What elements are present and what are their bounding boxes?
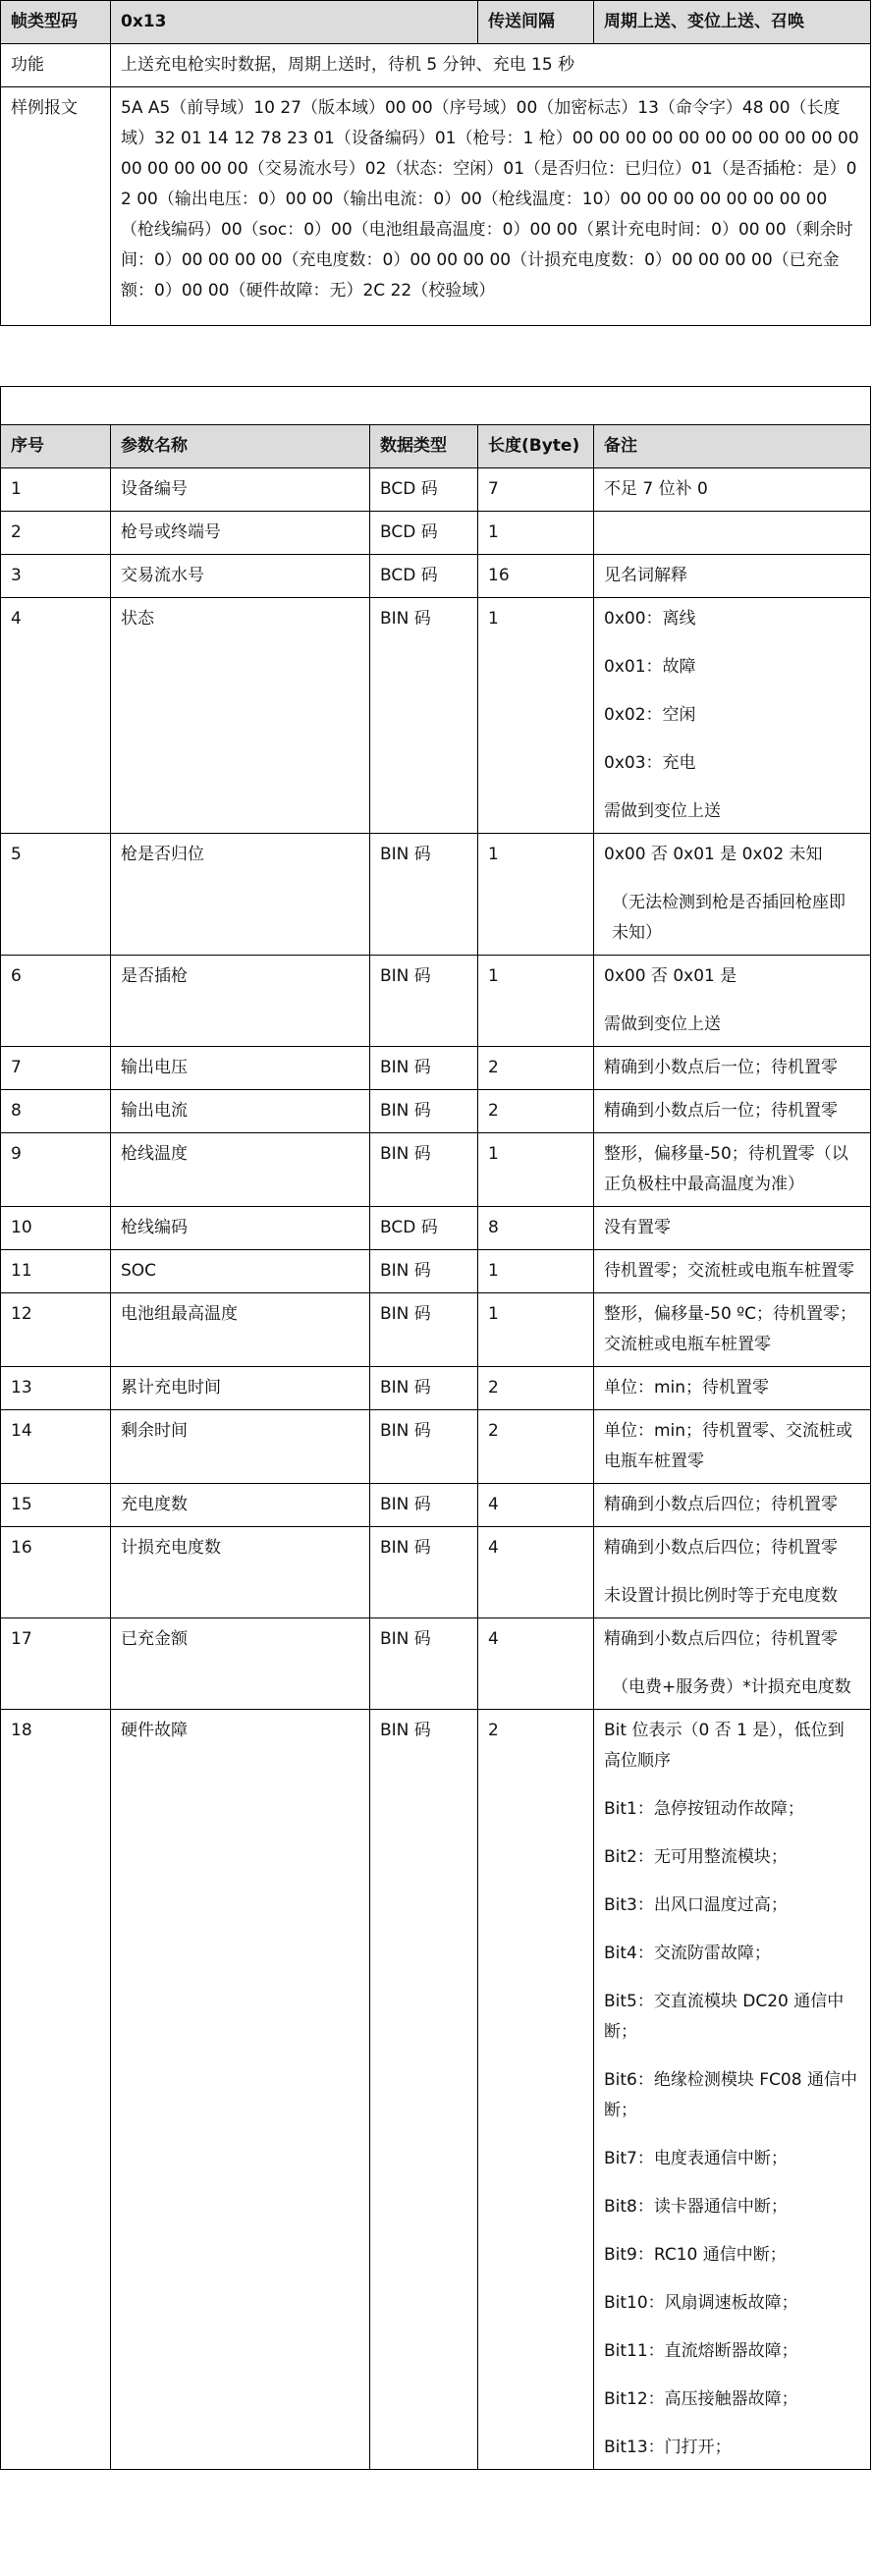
param-note bbox=[594, 1410, 871, 1484]
param-name: 输出电流 bbox=[111, 1090, 370, 1133]
note-line: 精确到小数点后一位；待机置零 bbox=[604, 1058, 838, 1077]
note-line: 整形，偏移量-50 ºC；待机置零；交流桩或电瓶车桩置零 bbox=[604, 1304, 857, 1354]
param-type: BCD 码 bbox=[370, 512, 478, 555]
param-name: 枪是否归位 bbox=[111, 834, 370, 956]
param-length: 2 bbox=[478, 1090, 594, 1133]
param-note bbox=[594, 1133, 871, 1207]
param-seq: 15 bbox=[1, 1484, 111, 1527]
note-line: 没有置零 bbox=[604, 1218, 671, 1237]
param-seq: 16 bbox=[1, 1527, 111, 1618]
param-name: 是否插枪 bbox=[111, 956, 370, 1047]
param-name: 硬件故障 bbox=[111, 1710, 370, 2470]
param-name: 电池组最高温度 bbox=[111, 1293, 370, 1367]
note-line: Bit1：急停按钮动作故障； bbox=[604, 1799, 804, 1819]
param-seq: 4 bbox=[1, 598, 111, 834]
note-line: 见名词解释 bbox=[604, 566, 687, 585]
note-line: Bit10：风扇调速板故障； bbox=[604, 2293, 798, 2313]
note-line: Bit12：高压接触器故障； bbox=[604, 2389, 798, 2409]
param-type: BIN 码 bbox=[370, 1710, 478, 2470]
param-note bbox=[594, 1090, 871, 1133]
note-line: Bit13：门打开； bbox=[604, 2438, 732, 2457]
param-name: 已充金额 bbox=[111, 1618, 370, 1710]
param-note bbox=[594, 1710, 871, 2470]
interval-value: 周期上送、变位上送、召唤 bbox=[594, 1, 871, 44]
note-line: Bit6：绝缘检测模块 FC08 通信中断； bbox=[604, 2070, 857, 2120]
note-line: 0x00 否 0x01 是 bbox=[604, 966, 737, 986]
param-seq: 17 bbox=[1, 1618, 111, 1710]
note-line: 不足 7 位补 0 bbox=[604, 479, 708, 499]
param-length: 2 bbox=[478, 1047, 594, 1090]
note-line: 未设置计损比例时等于充电度数 bbox=[604, 1586, 838, 1606]
note-line: 待机置零；交流桩或电瓶车桩置零 bbox=[604, 1261, 854, 1281]
param-seq: 11 bbox=[1, 1250, 111, 1293]
param-name: 枪号或终端号 bbox=[111, 512, 370, 555]
param-name: 计损充电度数 bbox=[111, 1527, 370, 1618]
note-line: 0x00：离线 bbox=[604, 609, 696, 629]
table-row bbox=[1, 1410, 871, 1484]
param-type: BCD 码 bbox=[370, 468, 478, 512]
param-length: 8 bbox=[478, 1207, 594, 1250]
param-header-row bbox=[1, 425, 871, 468]
note-line: 精确到小数点后四位；待机置零 bbox=[604, 1495, 838, 1514]
param-seq: 2 bbox=[1, 512, 111, 555]
note-line: 精确到小数点后四位；待机置零 bbox=[604, 1538, 838, 1558]
param-seq: 12 bbox=[1, 1293, 111, 1367]
param-seq: 9 bbox=[1, 1133, 111, 1207]
param-type: BIN 码 bbox=[370, 1293, 478, 1367]
note-line: Bit8：读卡器通信中断； bbox=[604, 2197, 788, 2217]
param-type: BIN 码 bbox=[370, 1527, 478, 1618]
param-seq: 3 bbox=[1, 555, 111, 598]
table-row bbox=[1, 512, 871, 555]
table-row bbox=[1, 956, 871, 1047]
param-type: BIN 码 bbox=[370, 1047, 478, 1090]
note-line: 整形，偏移量-50；待机置零（以正负极柱中最高温度为准） bbox=[604, 1144, 848, 1194]
note-line: 需做到变位上送 bbox=[604, 1014, 721, 1034]
table-row bbox=[1, 834, 871, 956]
note-line: 需做到变位上送 bbox=[604, 801, 721, 821]
frame-code-label: 帧类型码 bbox=[1, 1, 111, 44]
param-length: 2 bbox=[478, 1367, 594, 1410]
table-row bbox=[1, 1484, 871, 1527]
param-note bbox=[594, 1250, 871, 1293]
param-name: 设备编号 bbox=[111, 468, 370, 512]
param-type: BCD 码 bbox=[370, 555, 478, 598]
param-note bbox=[594, 512, 871, 555]
param-type: BIN 码 bbox=[370, 1484, 478, 1527]
sample-row bbox=[1, 87, 871, 326]
param-length: 1 bbox=[478, 1250, 594, 1293]
param-note bbox=[594, 1484, 871, 1527]
header-length: 长度(Byte) bbox=[478, 425, 594, 468]
table-row bbox=[1, 555, 871, 598]
param-name: 充电度数 bbox=[111, 1484, 370, 1527]
param-note bbox=[594, 956, 871, 1047]
table-row bbox=[1, 1047, 871, 1090]
param-name: 交易流水号 bbox=[111, 555, 370, 598]
param-type: BIN 码 bbox=[370, 1133, 478, 1207]
spacer-cell bbox=[1, 387, 871, 425]
param-type: BIN 码 bbox=[370, 834, 478, 956]
param-length: 2 bbox=[478, 1410, 594, 1484]
param-length: 7 bbox=[478, 468, 594, 512]
table-row bbox=[1, 1618, 871, 1710]
param-length: 1 bbox=[478, 598, 594, 834]
note-line: Bit11：直流熔断器故障； bbox=[604, 2341, 798, 2361]
param-seq: 5 bbox=[1, 834, 111, 956]
table-row bbox=[1, 1207, 871, 1250]
note-line: Bit2：无可用整流模块； bbox=[604, 1847, 788, 1867]
header-note: 备注 bbox=[594, 425, 871, 468]
param-length: 1 bbox=[478, 834, 594, 956]
param-type: BIN 码 bbox=[370, 1250, 478, 1293]
spacer-row bbox=[1, 387, 871, 425]
note-line: Bit3：出风口温度过高； bbox=[604, 1895, 788, 1915]
frame-header-row bbox=[1, 1, 871, 44]
note-line: 精确到小数点后一位；待机置零 bbox=[604, 1101, 838, 1121]
param-length: 4 bbox=[478, 1527, 594, 1618]
param-table bbox=[0, 386, 871, 2470]
param-note bbox=[594, 555, 871, 598]
param-seq: 1 bbox=[1, 468, 111, 512]
header-seq: 序号 bbox=[1, 425, 111, 468]
function-row bbox=[1, 44, 871, 87]
param-length: 16 bbox=[478, 555, 594, 598]
function-value: 上送充电枪实时数据，周期上送时，待机 5 分钟、充电 15 秒 bbox=[111, 44, 871, 87]
sample-label: 样例报文 bbox=[1, 87, 111, 326]
param-type: BCD 码 bbox=[370, 1207, 478, 1250]
note-line: （电费+服务费）*计损充电度数 bbox=[612, 1677, 851, 1697]
table-row bbox=[1, 1710, 871, 2470]
note-line: 单位：min；待机置零 bbox=[604, 1378, 770, 1398]
param-note bbox=[594, 1527, 871, 1618]
param-note bbox=[594, 468, 871, 512]
frame-code-value: 0x13 bbox=[111, 1, 478, 44]
note-line: 0x02：空闲 bbox=[604, 705, 696, 725]
param-note bbox=[594, 1207, 871, 1250]
param-length: 2 bbox=[478, 1710, 594, 2470]
param-note bbox=[594, 598, 871, 834]
param-note bbox=[594, 1047, 871, 1090]
param-type: BIN 码 bbox=[370, 1090, 478, 1133]
param-note bbox=[594, 1367, 871, 1410]
param-seq: 8 bbox=[1, 1090, 111, 1133]
param-seq: 6 bbox=[1, 956, 111, 1047]
param-seq: 7 bbox=[1, 1047, 111, 1090]
param-seq: 18 bbox=[1, 1710, 111, 2470]
note-line: 0x01：故障 bbox=[604, 657, 696, 677]
note-line: Bit5：交直流模块 DC20 通信中断； bbox=[604, 1992, 845, 2042]
note-line: 0x00 否 0x01 是 0x02 未知 bbox=[604, 845, 823, 864]
param-length: 4 bbox=[478, 1484, 594, 1527]
note-line: Bit9：RC10 通信中断； bbox=[604, 2245, 787, 2265]
param-name: 累计充电时间 bbox=[111, 1367, 370, 1410]
note-line: 单位：min；待机置零、交流桩或电瓶车桩置零 bbox=[604, 1421, 853, 1471]
param-length: 1 bbox=[478, 1293, 594, 1367]
param-name: 枪线编码 bbox=[111, 1207, 370, 1250]
note-line: Bit7：电度表通信中断； bbox=[604, 2149, 788, 2168]
note-line: Bit 位表示（0 否 1 是），低位到高位顺序 bbox=[604, 1721, 845, 1771]
param-name: 状态 bbox=[111, 598, 370, 834]
header-name: 参数名称 bbox=[111, 425, 370, 468]
param-type: BIN 码 bbox=[370, 1618, 478, 1710]
note-line: 0x03：充电 bbox=[604, 753, 696, 773]
function-label: 功能 bbox=[1, 44, 111, 87]
note-line: （无法检测到枪是否插回枪座即未知） bbox=[612, 893, 846, 943]
param-length: 4 bbox=[478, 1618, 594, 1710]
param-type: BIN 码 bbox=[370, 956, 478, 1047]
param-name: 输出电压 bbox=[111, 1047, 370, 1090]
sample-value: 5A A5（前导域）10 27（版本域）00 00（序号域）00（加密标志）13（命令字）48 00（长度域）32 01 14 12 78 23 01（设备编码）01（枪号：1 枪）00 00 00 00 00 00 00 00 00 00 00 00 00 00 00 00（交易流水号）02（状态：空闲）01（是否归位：已归位）01（是否插枪：是）02 00（输出电压：0）00 00（输出电流：0）00（枪线温度：10）00 00 00 00 00 00 00 00（枪线编码）00（soc：0）00（电池组最高温度：0）00 00（累计充电时间：0）00 00（剩余时间：0）00 00 00 00（充电度数：0）00 00 00 00（计损充电度数：0）00 00 00 00（已充金额：0）00 00（硬件故障：无）2C 22（校验域） bbox=[111, 87, 871, 326]
frame-info-table bbox=[0, 0, 871, 326]
note-line: Bit4：交流防雷故障； bbox=[604, 1944, 771, 1963]
param-note bbox=[594, 834, 871, 956]
table-row bbox=[1, 468, 871, 512]
param-seq: 10 bbox=[1, 1207, 111, 1250]
param-length: 1 bbox=[478, 956, 594, 1047]
interval-label: 传送间隔 bbox=[478, 1, 594, 44]
table-row bbox=[1, 1527, 871, 1618]
table-row bbox=[1, 1090, 871, 1133]
header-type: 数据类型 bbox=[370, 425, 478, 468]
param-name: SOC bbox=[111, 1250, 370, 1293]
table-row bbox=[1, 1293, 871, 1367]
table-row bbox=[1, 1133, 871, 1207]
param-type: BIN 码 bbox=[370, 598, 478, 834]
param-type: BIN 码 bbox=[370, 1410, 478, 1484]
param-length: 1 bbox=[478, 512, 594, 555]
table-row bbox=[1, 598, 871, 834]
param-length: 1 bbox=[478, 1133, 594, 1207]
param-name: 剩余时间 bbox=[111, 1410, 370, 1484]
param-note bbox=[594, 1618, 871, 1710]
param-note bbox=[594, 1293, 871, 1367]
note-line: 精确到小数点后四位；待机置零 bbox=[604, 1629, 838, 1649]
param-seq: 14 bbox=[1, 1410, 111, 1484]
table-row bbox=[1, 1250, 871, 1293]
param-rows bbox=[1, 468, 871, 2470]
param-name: 枪线温度 bbox=[111, 1133, 370, 1207]
table-row bbox=[1, 1367, 871, 1410]
param-type: BIN 码 bbox=[370, 1367, 478, 1410]
param-seq: 13 bbox=[1, 1367, 111, 1410]
